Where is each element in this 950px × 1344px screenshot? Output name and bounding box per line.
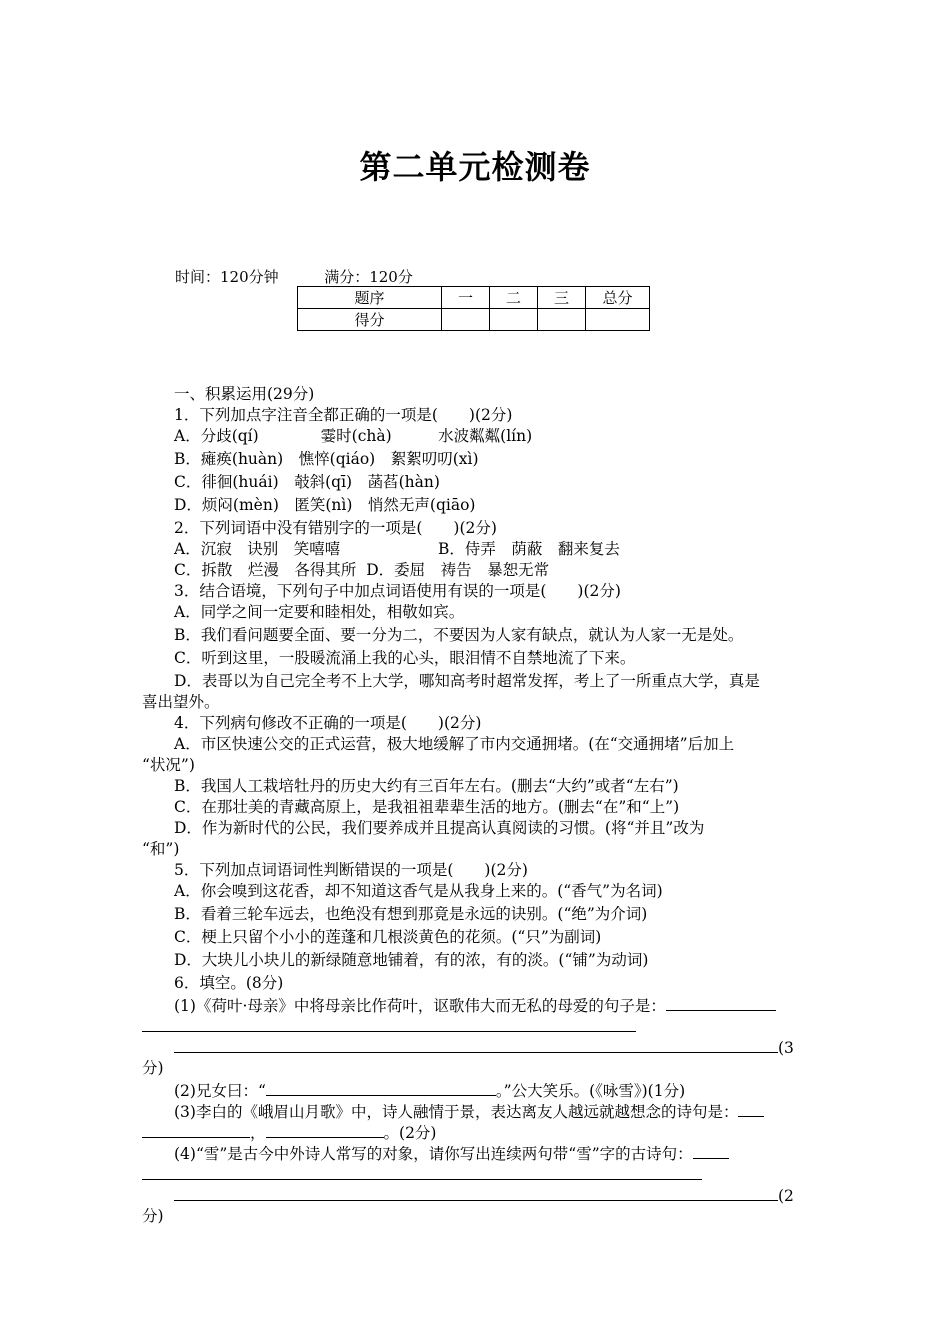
question-1-option-c: C．徘徊(huái) 攲斜(qī) 菡萏(hàn) [174, 473, 440, 491]
answer-blank[interactable] [266, 1121, 384, 1138]
question-6-part-2-tail: 。”公大笑乐。(《咏雪》)(1分) [495, 1082, 686, 1100]
question-6-part-3-line2 [142, 1121, 812, 1142]
question-4-option-b: B．我国人工栽培牡丹的历史大约有三百年左右。(删去“大约”或者“左右”) [174, 777, 679, 795]
score-table-header-row [298, 287, 650, 309]
question-3-stem: 3．结合语境，下列句子中加点词语使用有误的一项是( )(2分) [174, 582, 621, 600]
answer-blank[interactable] [693, 1142, 729, 1159]
score-table-score-row [298, 309, 650, 331]
question-1-option-a: A．分歧(qí) 霎时(chà) 水波粼粼(lín) [174, 427, 533, 445]
question-3-option-a: A．同学之间一定要和睦相处，相敬如宾。 [174, 603, 465, 621]
question-2-stem: 2．下列词语中没有错别字的一项是( )(2分) [174, 519, 497, 537]
exam-full-score: 满分：120分 [324, 268, 413, 286]
question-4-option-a-cont: “状况”) [142, 756, 195, 774]
score-cell[interactable] [442, 309, 490, 331]
exam-time: 时间：120分钟 [175, 268, 279, 286]
section-heading: 一、积累运用(29分) [174, 385, 315, 403]
question-6-part-1-text: (1)《荷叶·母亲》中将母亲比作荷叶，讴歌伟大而无私的母爱的句子是： [174, 997, 666, 1015]
score-cell[interactable] [490, 309, 538, 331]
exam-meta [175, 266, 413, 287]
question-2-option-b: B．侍弄 荫蔽 翻来复去 [438, 540, 620, 558]
question-1-option-b: B．瘫痪(huàn) 憔悴(qiáo) 絮絮叨叨(xì) [174, 450, 479, 468]
question-3-option-d: D．表哥以为自己完全考不上大学，哪知高考时超常发挥，考上了一所重点大学，真是 [174, 672, 760, 690]
question-4-option-c: C．在那壮美的青藏高原上，是我祖祖辈辈生活的地方。(删去“在”和“上”) [174, 798, 680, 816]
question-6-part-3 [142, 1100, 812, 1121]
answer-blank[interactable] [142, 1015, 636, 1032]
question-5-option-d: D．大块儿小块儿的新绿随意地铺着，有的浓，有的淡。(“铺”为动词) [174, 951, 649, 969]
question-6-part-4-line2 [142, 1163, 812, 1184]
question-1-stem: 1．下列加点字注音全都正确的一项是( )(2分) [174, 406, 513, 424]
question-1-option-d: D．烦闷(mèn) 匿笑(nì) 悄然无声(qiāo) [174, 496, 476, 514]
question-5-option-a: A．你会嗅到这花香，却不知道这香气是从我身上来的。(“香气”为名词) [174, 882, 663, 900]
question-5-stem: 5．下列加点词语词性判断错误的一项是( )(2分) [174, 861, 528, 879]
question-2-option-d: D．委屈 祷告 暴恕无常 [366, 561, 550, 579]
score-table-header: 三 [538, 287, 586, 309]
answer-blank[interactable] [174, 1184, 778, 1201]
score-table-header: 总分 [586, 287, 650, 309]
question-4-option-d-cont: “和”) [142, 840, 180, 858]
question-3-option-d-cont: 喜出望外。 [142, 693, 220, 711]
question-6-part-1-line2 [142, 1015, 812, 1036]
question-6-part-2 [142, 1079, 812, 1100]
question-4-stem: 4．下列病句修改不正确的一项是( )(2分) [174, 714, 482, 732]
question-6-part-1-score: (3 [778, 1039, 794, 1057]
question-6-stem: 6．填空。(8分) [174, 974, 284, 992]
score-row-label: 得分 [298, 309, 442, 331]
question-6-part-4-text: (4)“雪”是古今中外诗人常写的对象，请你写出连续两句带“雪”字的古诗句： [174, 1145, 693, 1163]
answer-blank[interactable] [174, 1036, 778, 1053]
question-5-option-b: B．看着三轮车远去，也绝没有想到那竟是永远的诀别。(“绝”为介词) [174, 905, 648, 923]
question-2-option-c: C．拆散 烂漫 各得其所 [174, 561, 357, 579]
question-6-part-2-text: (2)兄女曰：“ [174, 1082, 266, 1100]
answer-blank[interactable] [142, 1163, 702, 1180]
answer-blank[interactable] [666, 994, 776, 1011]
score-table-header: 一 [442, 287, 490, 309]
question-2-options-cd [142, 560, 812, 581]
question-6-part-4-score: (2 [778, 1187, 794, 1205]
answer-blank[interactable] [738, 1100, 764, 1117]
question-4-option-d: D．作为新时代的公民，我们要养成并且提高认真阅读的习惯。(将“并且”改为 [174, 819, 705, 837]
question-2-option-a: A．沉寂 诀别 笑嘻嘻 [174, 540, 341, 558]
page-title: 第二单元检测卷 [359, 148, 591, 186]
question-6-part-4-line3 [142, 1184, 812, 1206]
answer-blank[interactable] [142, 1121, 250, 1138]
question-3-option-c: C．听到这里，一股暖流涌上我的心头，眼泪情不自禁地流了下来。 [174, 649, 636, 667]
score-table-header: 题序 [298, 287, 442, 309]
question-content [142, 384, 812, 1227]
question-6-part-3-comma: ， [250, 1124, 266, 1142]
question-6-part-4 [142, 1142, 812, 1163]
question-6-part-3-text: (3)李白的《峨眉山月歌》中，诗人融情于景，表达离友人越远就越想念的诗句是： [174, 1103, 739, 1121]
score-cell[interactable] [538, 309, 586, 331]
question-6-part-4-score-cont: 分) [142, 1207, 164, 1225]
question-3-option-b: B．我们看问题要全面、要一分为二，不要因为人家有缺点，就认为人家一无是处。 [174, 626, 744, 644]
score-table [297, 286, 650, 331]
question-6-part-1-line3 [142, 1036, 812, 1058]
question-6-part-3-tail: 。(2分) [383, 1124, 437, 1142]
question-2-options-ab [142, 539, 812, 560]
score-cell[interactable] [586, 309, 650, 331]
answer-blank[interactable] [266, 1079, 496, 1096]
question-5-option-c: C．梗上只留个小小的莲蓬和几根淡黄色的花须。(“只”为副词) [174, 928, 602, 946]
score-table-header: 二 [490, 287, 538, 309]
question-6-part-1-score-cont: 分) [142, 1059, 164, 1077]
question-6-part-1 [142, 994, 812, 1015]
question-4-option-a: A．市区快速公交的正式运营，极大地缓解了市内交通拥堵。(在“交通拥堵”后加上 [174, 735, 735, 753]
